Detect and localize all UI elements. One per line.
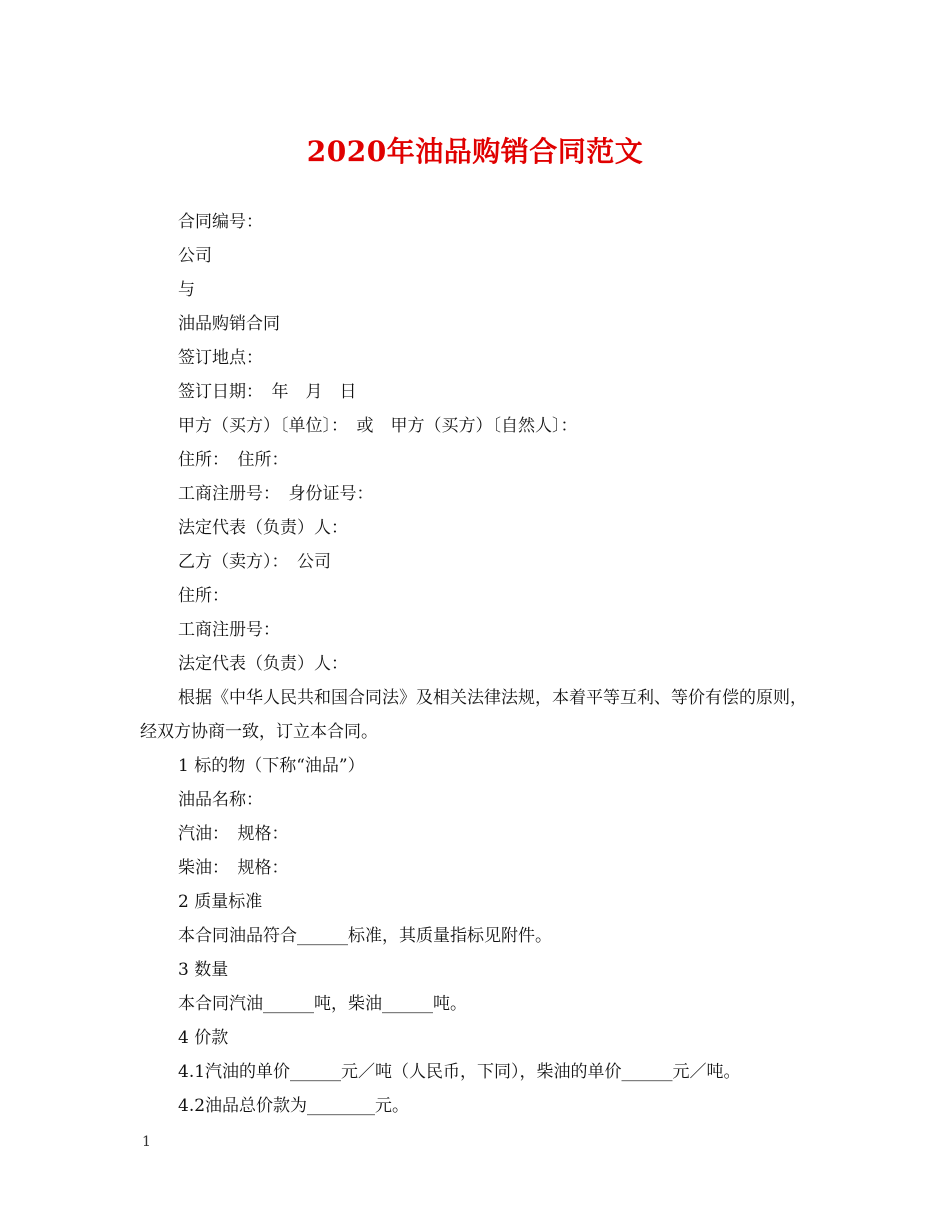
- contract-number-line: 合同编号：: [178, 212, 263, 232]
- quantity-line: 本合同汽油______吨，柴油______吨。: [178, 994, 467, 1014]
- quality-standard-line: 本合同油品符合______标准，其质量指标见附件。: [178, 926, 552, 946]
- party-b-representative-line: 法定代表（负责）人：: [178, 654, 348, 674]
- section-1-heading: 1 标的物（下称“油品”）: [178, 756, 365, 776]
- signing-date-line: 签订日期： 年 月 日: [178, 382, 357, 402]
- party-a-address-line: 住所： 住所：: [178, 450, 289, 470]
- total-price-line: 4.2油品总价款为________元。: [178, 1096, 410, 1116]
- party-a-line: 甲方（买方）〔单位〕： 或 甲方（买方）〔自然人〕：: [178, 416, 578, 436]
- oil-name-line: 油品名称：: [178, 790, 263, 810]
- party-b-address-line: 住所：: [178, 586, 229, 606]
- section-4-heading: 4 价款: [178, 1028, 229, 1048]
- preamble-paragraph: 根据《中华人民共和国合同法》及相关法律法规，本着平等互利、等价有偿的原则，经双方协商一致，订立本合同。: [140, 688, 807, 742]
- party-b-registration-line: 工商注册号：: [178, 620, 280, 640]
- contract-name-line: 油品购销合同: [178, 314, 280, 334]
- and-line: 与: [178, 280, 195, 300]
- company-line: 公司: [178, 246, 212, 266]
- section-3-heading: 3 数量: [178, 960, 229, 980]
- document-title: 2020年油品购销合同范文: [306, 135, 644, 168]
- page-number: 1: [142, 1134, 151, 1150]
- diesel-spec-line: 柴油： 规格：: [178, 858, 289, 878]
- document-body: [140, 205, 820, 1123]
- signing-place-line: 签订地点：: [178, 348, 263, 368]
- party-b-line: 乙方（卖方）： 公司: [178, 552, 331, 572]
- gasoline-spec-line: 汽油： 规格：: [178, 824, 289, 844]
- party-a-representative-line: 法定代表（负责）人：: [178, 518, 348, 538]
- party-a-registration-line: 工商注册号： 身份证号：: [178, 484, 374, 504]
- section-2-heading: 2 质量标准: [178, 892, 263, 912]
- unit-price-line: 4.1汽油的单价______元／吨（人民币，下同），柴油的单价______元／吨。: [178, 1062, 741, 1082]
